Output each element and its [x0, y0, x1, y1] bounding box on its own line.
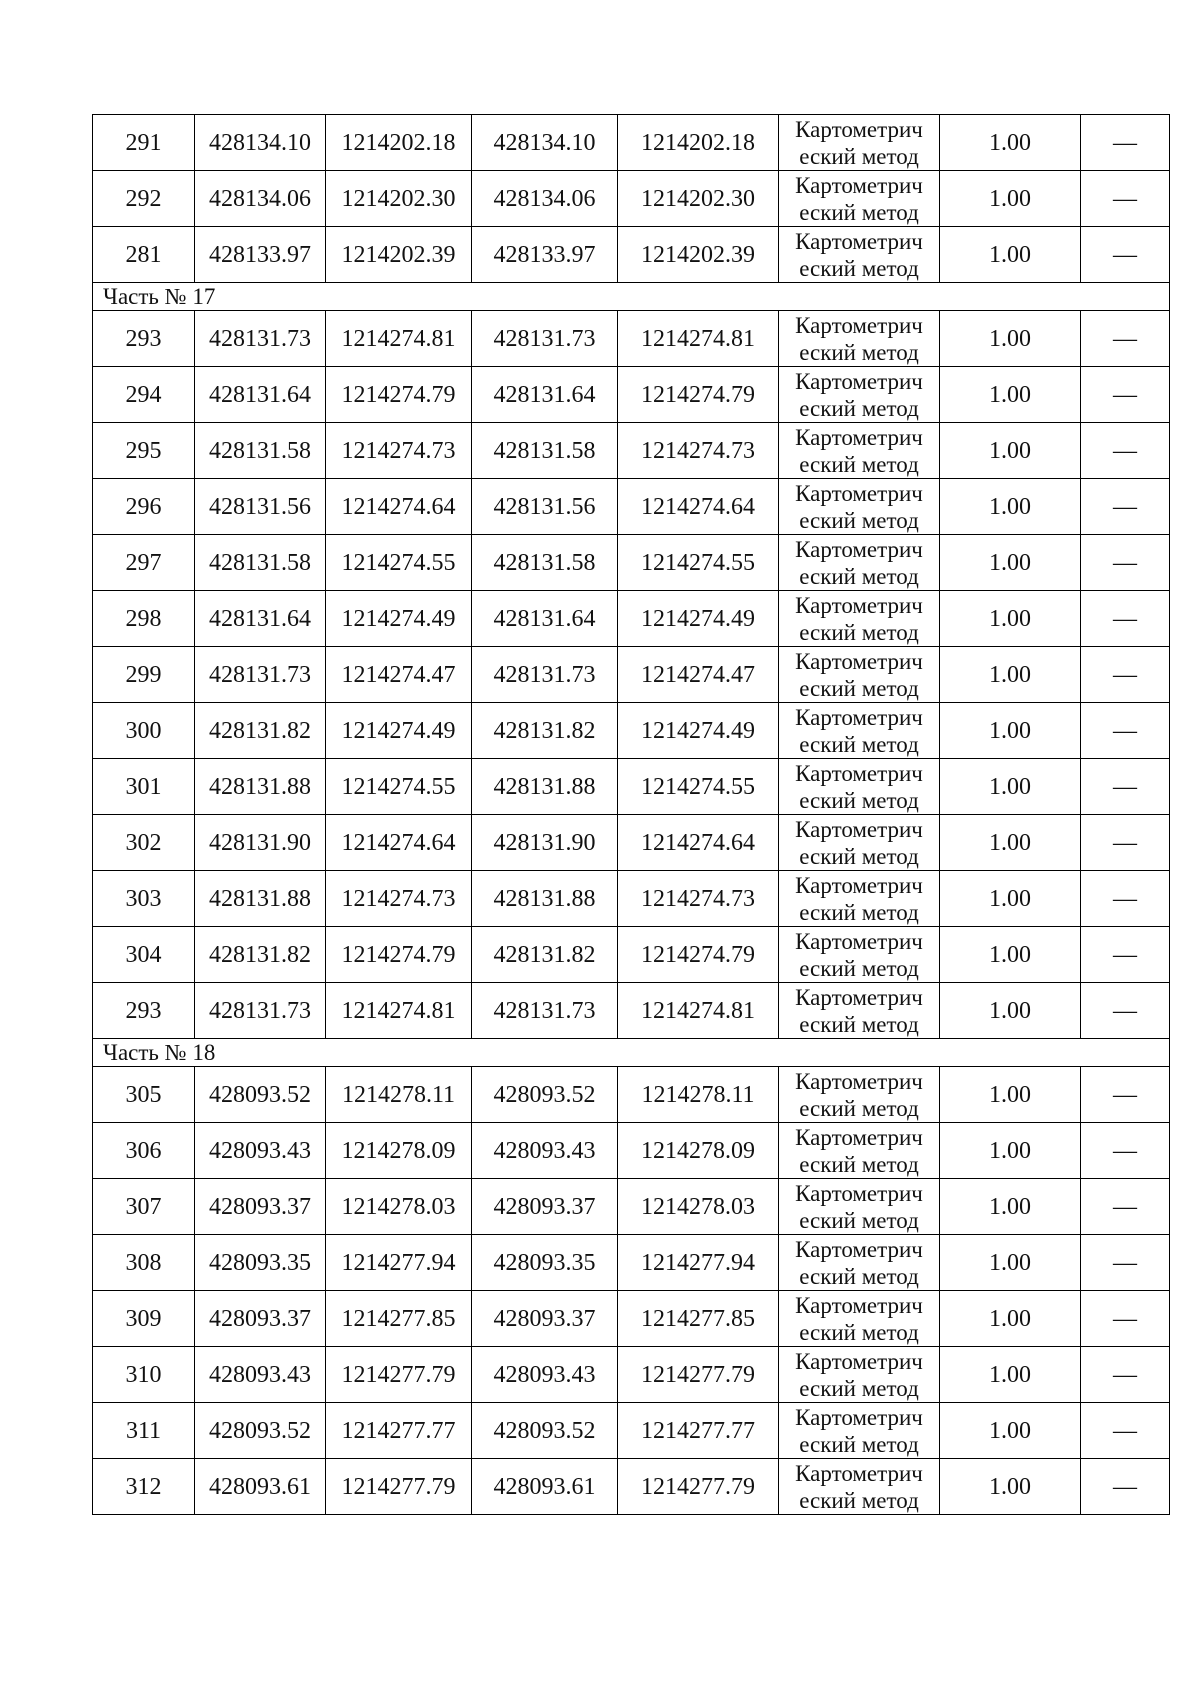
accuracy-cell: 1.00: [940, 1459, 1081, 1515]
refined-x-cell: 428093.37: [472, 1179, 618, 1235]
accuracy-cell: 1.00: [940, 1347, 1081, 1403]
refined-y-cell: 1214278.03: [618, 1179, 779, 1235]
existing-x-cell: 428131.56: [195, 479, 326, 535]
refined-y-cell: 1214278.11: [618, 1067, 779, 1123]
description-cell: —: [1081, 1347, 1170, 1403]
table-row: [93, 1403, 1170, 1459]
refined-y-cell: 1214277.77: [618, 1403, 779, 1459]
table-row: [93, 591, 1170, 647]
accuracy-cell: 1.00: [940, 311, 1081, 367]
existing-x-cell: 428093.43: [195, 1347, 326, 1403]
method-line-2: еский метод: [799, 1207, 919, 1233]
point-number-cell: 292: [93, 171, 195, 227]
point-number-cell: 299: [93, 647, 195, 703]
existing-y-cell: 1214274.49: [326, 703, 472, 759]
existing-y-cell: 1214277.85: [326, 1291, 472, 1347]
existing-x-cell: 428093.61: [195, 1459, 326, 1515]
description-cell: —: [1081, 171, 1170, 227]
existing-y-cell: 1214278.11: [326, 1067, 472, 1123]
method-line-1: Картометрич: [795, 1180, 923, 1206]
method-cell: [779, 1347, 940, 1403]
method-cell: [779, 983, 940, 1039]
method-cell: [779, 1459, 940, 1515]
point-number-cell: 309: [93, 1291, 195, 1347]
refined-y-cell: 1214202.30: [618, 171, 779, 227]
accuracy-cell: 1.00: [940, 647, 1081, 703]
existing-x-cell: 428131.73: [195, 983, 326, 1039]
method-line-2: еский метод: [799, 675, 919, 701]
refined-y-cell: 1214274.49: [618, 703, 779, 759]
existing-y-cell: 1214278.03: [326, 1179, 472, 1235]
existing-x-cell: 428131.82: [195, 703, 326, 759]
refined-x-cell: 428131.88: [472, 871, 618, 927]
method-line-1: Картометрич: [795, 1068, 923, 1094]
method-cell: [779, 171, 940, 227]
accuracy-cell: 1.00: [940, 759, 1081, 815]
refined-x-cell: 428093.43: [472, 1123, 618, 1179]
method-line-2: еский метод: [799, 1011, 919, 1037]
refined-y-cell: 1214274.79: [618, 367, 779, 423]
method-cell: [779, 1179, 940, 1235]
description-cell: —: [1081, 927, 1170, 983]
refined-x-cell: 428131.82: [472, 927, 618, 983]
accuracy-cell: 1.00: [940, 1179, 1081, 1235]
table-row: [93, 871, 1170, 927]
existing-x-cell: 428131.73: [195, 311, 326, 367]
method-cell: [779, 479, 940, 535]
existing-x-cell: 428131.64: [195, 591, 326, 647]
accuracy-cell: 1.00: [940, 1067, 1081, 1123]
method-cell: [779, 227, 940, 283]
coordinates-table-body: [93, 115, 1170, 1515]
method-line-2: еский метод: [799, 143, 919, 169]
point-number-cell: 306: [93, 1123, 195, 1179]
table-row: [93, 815, 1170, 871]
description-cell: —: [1081, 647, 1170, 703]
refined-y-cell: 1214274.55: [618, 759, 779, 815]
point-number-cell: 296: [93, 479, 195, 535]
refined-y-cell: 1214202.39: [618, 227, 779, 283]
coordinates-table: [92, 114, 1170, 1515]
accuracy-cell: 1.00: [940, 479, 1081, 535]
existing-x-cell: 428093.35: [195, 1235, 326, 1291]
existing-y-cell: 1214274.64: [326, 815, 472, 871]
existing-y-cell: 1214277.79: [326, 1347, 472, 1403]
method-line-1: Картометрич: [795, 1348, 923, 1374]
accuracy-cell: 1.00: [940, 1403, 1081, 1459]
method-cell: [779, 927, 940, 983]
point-number-cell: 308: [93, 1235, 195, 1291]
point-number-cell: 294: [93, 367, 195, 423]
refined-x-cell: 428093.61: [472, 1459, 618, 1515]
existing-x-cell: 428131.88: [195, 871, 326, 927]
refined-x-cell: 428093.37: [472, 1291, 618, 1347]
point-number-cell: 301: [93, 759, 195, 815]
method-line-2: еский метод: [799, 507, 919, 533]
method-line-1: Картометрич: [795, 928, 923, 954]
method-line-1: Картометрич: [795, 228, 923, 254]
table-row: [93, 367, 1170, 423]
existing-y-cell: 1214274.79: [326, 367, 472, 423]
method-line-1: Картометрич: [795, 1236, 923, 1262]
method-line-2: еский метод: [799, 1319, 919, 1345]
table-row: [93, 983, 1170, 1039]
refined-y-cell: 1214274.73: [618, 871, 779, 927]
description-cell: —: [1081, 311, 1170, 367]
existing-x-cell: 428093.52: [195, 1403, 326, 1459]
method-line-2: еский метод: [799, 339, 919, 365]
accuracy-cell: 1.00: [940, 115, 1081, 171]
refined-y-cell: 1214277.94: [618, 1235, 779, 1291]
description-cell: —: [1081, 423, 1170, 479]
method-line-2: еский метод: [799, 619, 919, 645]
existing-y-cell: 1214202.18: [326, 115, 472, 171]
table-row: [93, 479, 1170, 535]
existing-y-cell: 1214202.39: [326, 227, 472, 283]
existing-y-cell: 1214274.81: [326, 311, 472, 367]
refined-y-cell: 1214202.18: [618, 115, 779, 171]
point-number-cell: 298: [93, 591, 195, 647]
point-number-cell: 303: [93, 871, 195, 927]
refined-x-cell: 428134.06: [472, 171, 618, 227]
point-number-cell: 302: [93, 815, 195, 871]
existing-x-cell: 428131.58: [195, 423, 326, 479]
method-line-2: еский метод: [799, 451, 919, 477]
description-cell: —: [1081, 871, 1170, 927]
accuracy-cell: 1.00: [940, 927, 1081, 983]
existing-x-cell: 428131.90: [195, 815, 326, 871]
description-cell: —: [1081, 1067, 1170, 1123]
table-row: [93, 647, 1170, 703]
refined-y-cell: 1214277.79: [618, 1347, 779, 1403]
method-line-2: еский метод: [799, 1263, 919, 1289]
description-cell: —: [1081, 759, 1170, 815]
refined-x-cell: 428131.58: [472, 423, 618, 479]
existing-y-cell: 1214274.64: [326, 479, 472, 535]
description-cell: —: [1081, 815, 1170, 871]
description-cell: —: [1081, 479, 1170, 535]
accuracy-cell: 1.00: [940, 171, 1081, 227]
refined-x-cell: 428131.64: [472, 367, 618, 423]
refined-y-cell: 1214278.09: [618, 1123, 779, 1179]
point-number-cell: 297: [93, 535, 195, 591]
description-cell: —: [1081, 1291, 1170, 1347]
existing-x-cell: 428093.43: [195, 1123, 326, 1179]
existing-x-cell: 428131.73: [195, 647, 326, 703]
accuracy-cell: 1.00: [940, 1123, 1081, 1179]
table-row: [93, 535, 1170, 591]
existing-x-cell: 428131.58: [195, 535, 326, 591]
method-line-2: еский метод: [799, 1487, 919, 1513]
refined-x-cell: 428093.43: [472, 1347, 618, 1403]
method-cell: [779, 647, 940, 703]
method-cell: [779, 1403, 940, 1459]
refined-x-cell: 428131.88: [472, 759, 618, 815]
accuracy-cell: 1.00: [940, 423, 1081, 479]
existing-y-cell: 1214274.73: [326, 871, 472, 927]
method-cell: [779, 703, 940, 759]
accuracy-cell: 1.00: [940, 815, 1081, 871]
description-cell: —: [1081, 227, 1170, 283]
existing-x-cell: 428093.52: [195, 1067, 326, 1123]
existing-y-cell: 1214277.94: [326, 1235, 472, 1291]
table-row: [93, 1459, 1170, 1515]
refined-x-cell: 428093.52: [472, 1067, 618, 1123]
method-line-1: Картометрич: [795, 872, 923, 898]
description-cell: —: [1081, 1123, 1170, 1179]
refined-y-cell: 1214274.81: [618, 311, 779, 367]
existing-x-cell: 428134.06: [195, 171, 326, 227]
point-number-cell: 312: [93, 1459, 195, 1515]
table-row: [93, 423, 1170, 479]
table-row: [93, 703, 1170, 759]
method-cell: [779, 367, 940, 423]
method-line-1: Картометрич: [795, 424, 923, 450]
description-cell: —: [1081, 115, 1170, 171]
method-cell: [779, 115, 940, 171]
refined-x-cell: 428131.64: [472, 591, 618, 647]
method-line-2: еский метод: [799, 1095, 919, 1121]
accuracy-cell: 1.00: [940, 1291, 1081, 1347]
method-cell: [779, 1123, 940, 1179]
table-row: [93, 1347, 1170, 1403]
refined-x-cell: 428131.56: [472, 479, 618, 535]
refined-x-cell: 428131.82: [472, 703, 618, 759]
table-row: [93, 227, 1170, 283]
point-number-cell: 293: [93, 311, 195, 367]
method-line-1: Картометрич: [795, 760, 923, 786]
accuracy-cell: 1.00: [940, 227, 1081, 283]
refined-x-cell: 428131.90: [472, 815, 618, 871]
section-header-row: [93, 283, 1170, 311]
method-line-1: Картометрич: [795, 1460, 923, 1486]
refined-x-cell: 428131.73: [472, 311, 618, 367]
table-row: [93, 1123, 1170, 1179]
description-cell: —: [1081, 1235, 1170, 1291]
method-cell: [779, 423, 940, 479]
existing-x-cell: 428133.97: [195, 227, 326, 283]
method-line-2: еский метод: [799, 843, 919, 869]
refined-x-cell: 428131.73: [472, 983, 618, 1039]
method-line-2: еский метод: [799, 787, 919, 813]
existing-y-cell: 1214274.55: [326, 535, 472, 591]
refined-x-cell: 428093.35: [472, 1235, 618, 1291]
point-number-cell: 300: [93, 703, 195, 759]
method-line-1: Картометрич: [795, 816, 923, 842]
section-label: Часть № 18: [93, 1039, 1170, 1067]
accuracy-cell: 1.00: [940, 871, 1081, 927]
section-label: Часть № 17: [93, 283, 1170, 311]
existing-y-cell: 1214202.30: [326, 171, 472, 227]
method-cell: [779, 1291, 940, 1347]
section-header-row: [93, 1039, 1170, 1067]
method-line-1: Картометрич: [795, 592, 923, 618]
method-cell: [779, 591, 940, 647]
existing-x-cell: 428131.64: [195, 367, 326, 423]
table-row: [93, 1067, 1170, 1123]
point-number-cell: 293: [93, 983, 195, 1039]
existing-x-cell: 428131.82: [195, 927, 326, 983]
refined-y-cell: 1214277.85: [618, 1291, 779, 1347]
method-line-2: еский метод: [799, 1431, 919, 1457]
method-cell: [779, 759, 940, 815]
method-line-2: еский метод: [799, 899, 919, 925]
description-cell: —: [1081, 1179, 1170, 1235]
accuracy-cell: 1.00: [940, 1235, 1081, 1291]
existing-y-cell: 1214277.77: [326, 1403, 472, 1459]
refined-y-cell: 1214274.73: [618, 423, 779, 479]
method-line-2: еский метод: [799, 731, 919, 757]
existing-y-cell: 1214278.09: [326, 1123, 472, 1179]
existing-x-cell: 428093.37: [195, 1291, 326, 1347]
existing-y-cell: 1214274.47: [326, 647, 472, 703]
method-line-1: Картометрич: [795, 984, 923, 1010]
description-cell: —: [1081, 1403, 1170, 1459]
method-cell: [779, 311, 940, 367]
point-number-cell: 304: [93, 927, 195, 983]
method-line-1: Картометрич: [795, 1124, 923, 1150]
description-cell: —: [1081, 703, 1170, 759]
point-number-cell: 291: [93, 115, 195, 171]
refined-x-cell: 428133.97: [472, 227, 618, 283]
method-cell: [779, 1067, 940, 1123]
refined-y-cell: 1214274.47: [618, 647, 779, 703]
point-number-cell: 305: [93, 1067, 195, 1123]
existing-y-cell: 1214274.73: [326, 423, 472, 479]
point-number-cell: 281: [93, 227, 195, 283]
description-cell: —: [1081, 1459, 1170, 1515]
refined-y-cell: 1214274.49: [618, 591, 779, 647]
method-cell: [779, 815, 940, 871]
refined-y-cell: 1214274.64: [618, 815, 779, 871]
table-row: [93, 1235, 1170, 1291]
point-number-cell: 307: [93, 1179, 195, 1235]
accuracy-cell: 1.00: [940, 983, 1081, 1039]
table-row: [93, 1291, 1170, 1347]
refined-y-cell: 1214274.81: [618, 983, 779, 1039]
method-line-2: еский метод: [799, 1151, 919, 1177]
method-cell: [779, 535, 940, 591]
method-line-2: еский метод: [799, 955, 919, 981]
description-cell: —: [1081, 983, 1170, 1039]
refined-x-cell: 428093.52: [472, 1403, 618, 1459]
accuracy-cell: 1.00: [940, 367, 1081, 423]
description-cell: —: [1081, 535, 1170, 591]
refined-x-cell: 428134.10: [472, 115, 618, 171]
method-line-2: еский метод: [799, 199, 919, 225]
method-line-1: Картометрич: [795, 704, 923, 730]
method-cell: [779, 871, 940, 927]
existing-x-cell: 428134.10: [195, 115, 326, 171]
table-row: [93, 927, 1170, 983]
description-cell: —: [1081, 591, 1170, 647]
existing-x-cell: 428131.88: [195, 759, 326, 815]
method-line-1: Картометрич: [795, 116, 923, 142]
point-number-cell: 295: [93, 423, 195, 479]
table-row: [93, 759, 1170, 815]
description-cell: —: [1081, 367, 1170, 423]
method-line-2: еский метод: [799, 255, 919, 281]
method-line-2: еский метод: [799, 1375, 919, 1401]
method-line-1: Картометрич: [795, 536, 923, 562]
method-line-2: еский метод: [799, 563, 919, 589]
existing-x-cell: 428093.37: [195, 1179, 326, 1235]
point-number-cell: 311: [93, 1403, 195, 1459]
method-line-1: Картометрич: [795, 480, 923, 506]
method-cell: [779, 1235, 940, 1291]
existing-y-cell: 1214274.49: [326, 591, 472, 647]
method-line-2: еский метод: [799, 395, 919, 421]
existing-y-cell: 1214274.79: [326, 927, 472, 983]
refined-x-cell: 428131.73: [472, 647, 618, 703]
method-line-1: Картометрич: [795, 648, 923, 674]
table-row: [93, 1179, 1170, 1235]
accuracy-cell: 1.00: [940, 535, 1081, 591]
existing-y-cell: 1214274.81: [326, 983, 472, 1039]
refined-y-cell: 1214277.79: [618, 1459, 779, 1515]
refined-y-cell: 1214274.79: [618, 927, 779, 983]
accuracy-cell: 1.00: [940, 591, 1081, 647]
table-row: [93, 115, 1170, 171]
existing-y-cell: 1214274.55: [326, 759, 472, 815]
method-line-1: Картометрич: [795, 172, 923, 198]
method-line-1: Картометрич: [795, 312, 923, 338]
refined-y-cell: 1214274.55: [618, 535, 779, 591]
existing-y-cell: 1214277.79: [326, 1459, 472, 1515]
method-line-1: Картометрич: [795, 1404, 923, 1430]
table-row: [93, 171, 1170, 227]
method-line-1: Картометрич: [795, 1292, 923, 1318]
accuracy-cell: 1.00: [940, 703, 1081, 759]
point-number-cell: 310: [93, 1347, 195, 1403]
table-row: [93, 311, 1170, 367]
refined-y-cell: 1214274.64: [618, 479, 779, 535]
refined-x-cell: 428131.58: [472, 535, 618, 591]
method-line-1: Картометрич: [795, 368, 923, 394]
